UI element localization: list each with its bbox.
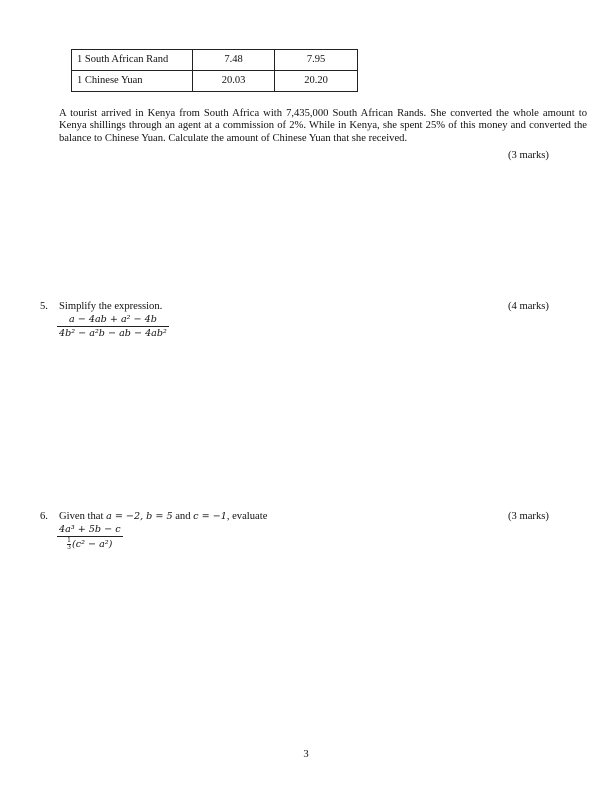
page-number: 3 <box>303 749 309 760</box>
question-6-fraction <box>57 524 123 551</box>
question-6-number: 6. <box>40 511 48 522</box>
question-4-marks: (3 marks) <box>508 150 549 161</box>
buying-rate-cell: 7.48 <box>193 50 275 71</box>
currency-cell: 1 South African Rand <box>72 50 193 71</box>
fraction-denominator: 4b² − a²b − ab − 4ab² <box>59 328 167 339</box>
question-6-text <box>59 511 267 522</box>
question-6-given-c: c = −1 <box>193 511 227 522</box>
table-row <box>72 50 358 71</box>
question-6-suffix: , evaluate <box>226 511 268 522</box>
fraction-numerator: a − 4ab + a² − 4b <box>68 314 157 325</box>
selling-rate-cell: 20.20 <box>275 71 358 92</box>
question-5-number: 5. <box>40 301 48 312</box>
buying-rate-cell: 20.03 <box>193 71 275 92</box>
question-5-marks: (4 marks) <box>508 301 549 312</box>
currency-cell: 1 Chinese Yuan <box>72 71 193 92</box>
question-4-text: A tourist arrived in Kenya from South Africa with 7,435,000 South African Rands. She converted the whole amount to Kenya shillings through an agent at a commission of 2%. While in Kenya, she spent 25% of this money and converted the balance to Chinese Yuan. Calculate the amount of Chinese Yuan that she received. <box>59 108 587 144</box>
question-6-and: and <box>172 511 194 522</box>
one-third-denominator: 3 <box>67 544 71 551</box>
question-6-given-ab: a = −2, b = 5 <box>106 511 173 522</box>
exchange-rates-table <box>71 49 358 92</box>
question-5-text: Simplify the expression. <box>59 301 163 312</box>
table-row <box>72 71 358 92</box>
one-third-fraction <box>67 538 71 551</box>
question-6-prefix: Given that <box>59 511 107 522</box>
question-5-fraction <box>57 314 169 339</box>
selling-rate-cell: 7.95 <box>275 50 358 71</box>
one-third-numerator: 1 <box>67 537 71 544</box>
fraction-numerator: 4a³ + 5b − c <box>59 524 121 535</box>
question-6-marks: (3 marks) <box>508 511 549 522</box>
fraction-denominator <box>57 536 123 551</box>
denominator-expression: (c² − a²) <box>71 539 113 550</box>
